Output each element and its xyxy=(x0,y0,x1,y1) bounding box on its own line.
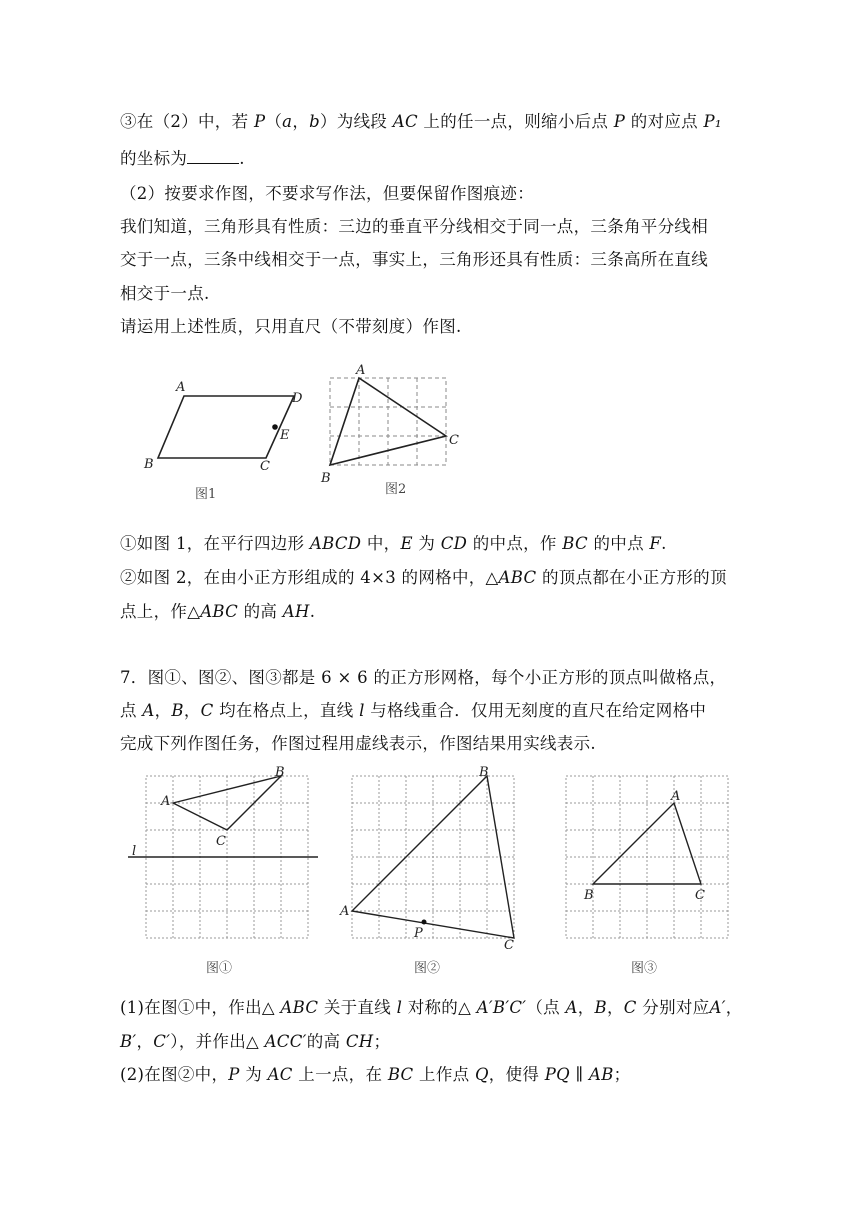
text-line-14: (1)在图①中，作出△ ABC 关于直线 l 对称的△ A′B′C′（点 A，B，C 分别对应A′， xyxy=(120,998,743,1017)
grid-6x6 xyxy=(352,776,514,938)
point-e xyxy=(272,424,278,430)
label-e: E xyxy=(280,428,290,443)
label-b: B xyxy=(584,888,594,903)
text-line-1: ③在（2）中，若 P（a，b）为线段 AC 上的任一点，则缩小后点 P 的对应点 P₁ xyxy=(120,112,722,131)
text-line-6: 相交于一点. xyxy=(120,284,210,303)
label-p: P xyxy=(414,926,423,941)
figure-grid-1 xyxy=(128,765,328,978)
triangle-abc xyxy=(593,803,701,884)
text-line-11: 7．图①、图②、图③都是 6 × 6 的正方形网格，每个小正方形的顶点叫做格点， xyxy=(120,668,727,687)
grid-6x6 xyxy=(566,776,728,938)
figure-grid-3 xyxy=(554,768,744,978)
label-c: C xyxy=(216,834,226,849)
text-line-2: 的坐标为 . xyxy=(120,149,245,168)
caption-g2: 图② xyxy=(414,961,441,976)
label-l: l xyxy=(132,844,137,859)
label-a: A xyxy=(161,794,171,809)
text-line-13: 完成下列作图任务，作图过程用虚线表示，作图结果用实线表示. xyxy=(120,734,596,753)
label-d: D xyxy=(292,391,303,406)
figure-1-parallelogram xyxy=(140,375,310,505)
caption-fig1: 图1 xyxy=(195,487,217,502)
text-line-10: 点上，作△ABC 的高 AH. xyxy=(120,602,316,621)
label-a: A xyxy=(671,789,681,804)
label-b: B xyxy=(321,471,331,486)
label-c: C xyxy=(260,459,270,474)
figure-2-grid-triangle xyxy=(315,360,465,495)
figure-grid-2 xyxy=(340,765,530,978)
text-line-15: B′，C′），并作出△ ACC′的高 CH； xyxy=(120,1032,391,1051)
text-line-8: ①如图 1，在平行四边形 ABCD 中，E 为 CD 的中点，作 BC 的中点 F. xyxy=(120,534,667,553)
caption-g1: 图① xyxy=(206,961,233,976)
label-b: B xyxy=(275,765,285,780)
text-line-3: （2）按要求作图，不要求写作法，但要保留作图痕迹： xyxy=(120,184,534,203)
label-a: A xyxy=(340,904,350,919)
text-line-4: 我们知道，三角形具有性质：三边的垂直平分线相交于同一点，三条角平分线相 xyxy=(120,217,708,236)
label-b: B xyxy=(144,457,154,472)
label-c: C xyxy=(695,888,705,903)
text-line-16: (2)在图②中，P 为 AC 上一点，在 BC 上作点 Q，使得 PQ ∥ AB； xyxy=(120,1065,631,1084)
point-p xyxy=(422,920,427,925)
label-c: C xyxy=(504,938,514,953)
text-line-12: 点 A，B，C 均在格点上，直线 l 与格线重合．仅用无刻度的直尺在给定网格中 xyxy=(120,701,707,720)
label-a: A xyxy=(176,380,186,395)
label-a: A xyxy=(356,363,366,378)
grid-4x3 xyxy=(330,378,446,465)
text-line-7: 请运用上述性质，只用直尺（不带刻度）作图. xyxy=(120,317,462,336)
caption-g3: 图③ xyxy=(631,961,658,976)
text-line-5: 交于一点，三条中线相交于一点，事实上，三角形还具有性质：三条高所在直线 xyxy=(120,250,708,269)
text-line-9: ②如图 2，在由小正方形组成的 4×3 的网格中，△ABC 的顶点都在小正方形的顶 xyxy=(120,568,727,587)
label-c: C xyxy=(449,433,459,448)
label-b: B xyxy=(479,765,489,780)
caption-fig2: 图2 xyxy=(385,482,407,497)
answer-blank xyxy=(187,149,239,164)
